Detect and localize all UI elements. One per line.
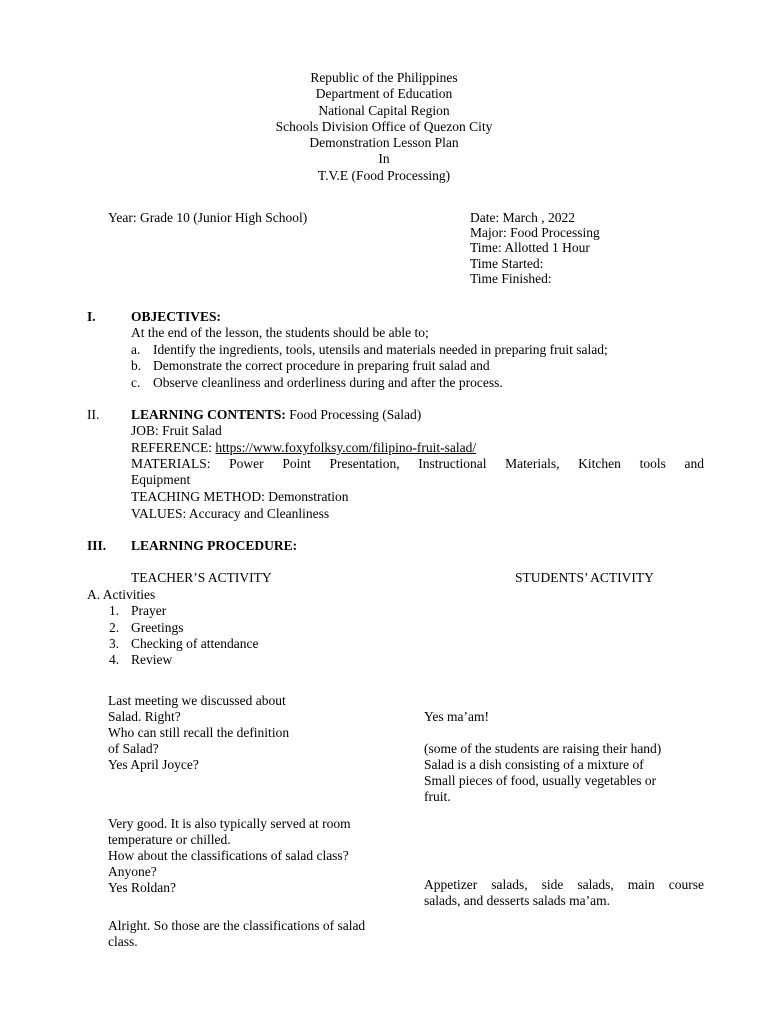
header-line: Republic of the Philippines [310,70,458,85]
section-numeral: III. [87,538,107,553]
activity-text: Greetings [131,620,184,635]
student-line: salads, and desserts salads ma’am. [424,893,610,908]
header-line: In [378,151,390,167]
activity-marker: 1. [109,603,120,618]
learning-contents-heading: LEARNING CONTENTS: [131,407,286,422]
objective-text: Observe cleanliness and orderliness during and after the process. [153,375,503,390]
teacher-line: Yes April Joyce? [108,757,199,772]
teacher-line: Last meeting we discussed about [108,693,286,708]
materials-line: MATERIALS: Power Point Presentation, Instructional Materials, Kitchen tools and [131,456,704,471]
activity-marker: 4. [109,652,120,667]
learning-contents-value: Food Processing (Salad) [285,407,422,422]
header-line: National Capital Region [318,102,450,118]
activity-text: Review [131,652,173,667]
teacher-line: How about the classifications of salad class? [108,848,349,863]
date-label: Date: March , 2022 [470,210,575,225]
objective-text: Identify the ingredients, tools, utensils and materials needed in preparing fruit salad; [153,342,608,357]
activities-heading: A. Activities [87,587,156,602]
header-line: Schools Division Office of Quezon City [275,118,493,134]
student-line: Yes ma’am! [424,709,489,724]
teacher-line: Very good. It is also typically served at room [108,816,351,831]
student-line: Appetizer salads, side salads, main course [424,877,704,892]
year-label: Year: Grade 10 (Junior High School) [108,210,308,225]
student-line: Small pieces of food, usually vegetables or [424,773,657,788]
major-label: Major: Food Processing [470,225,600,241]
teaching-method-label: TEACHING METHOD: Demonstration [131,489,349,504]
student-line: fruit. [424,789,451,804]
reference-link[interactable]: https://www.foxyfolksy.com/filipino-fruit-salad/ [215,440,477,455]
student-line: (some of the students are raising their hand) [424,741,662,756]
time-allotted-label: Time: Allotted 1 Hour [470,240,590,256]
activity-text: Prayer [131,603,167,618]
teacher-line: temperature or chilled. [108,832,231,847]
students-activity-header: STUDENTS’ ACTIVITY [515,570,654,585]
objective-marker: a. [131,342,141,357]
teacher-line: Alright. So those are the classifications of salad [108,918,366,933]
job-label: JOB: Fruit Salad [131,423,222,438]
document-header [0,70,768,184]
teacher-line: of Salad? [108,741,159,756]
student-line: Salad is a dish consisting of a mixture of [424,757,644,772]
values-label: VALUES: Accuracy and Cleanliness [131,506,330,521]
teacher-line: Anyone? [108,864,157,879]
time-started-label: Time Started: [470,255,544,271]
teacher-line: class. [108,934,138,949]
teacher-line: Who can still recall the definition [108,725,290,740]
teacher-line: Salad. Right? [108,709,181,724]
objectives-heading: OBJECTIVES: [131,309,222,324]
teacher-activity-header: TEACHER’S ACTIVITY [131,570,272,585]
time-finished-label: Time Finished: [470,270,552,286]
teacher-line: Yes Roldan? [108,880,177,895]
objective-marker: b. [131,358,142,373]
section-numeral: I. [87,309,96,324]
objective-text: Demonstrate the correct procedure in preparing fruit salad and [153,358,490,373]
activity-marker: 2. [109,620,120,635]
meta-block [470,210,600,286]
section-numeral: II. [87,407,100,422]
materials-line: Equipment [131,472,191,487]
activity-marker: 3. [109,636,120,651]
reference-line [131,440,476,456]
objectives-intro: At the end of the lesson, the students should be able to; [131,325,429,340]
header-line: Department of Education [315,86,453,102]
learning-procedure-heading: LEARNING PROCEDURE: [131,538,298,553]
learning-contents-line [131,407,421,423]
header-line: T.V.E (Food Processing) [317,167,451,183]
objective-marker: c. [131,375,141,390]
activity-text: Checking of attendance [131,636,259,651]
reference-label: REFERENCE: [131,440,216,455]
header-line: Demonstration Lesson Plan [309,135,459,151]
